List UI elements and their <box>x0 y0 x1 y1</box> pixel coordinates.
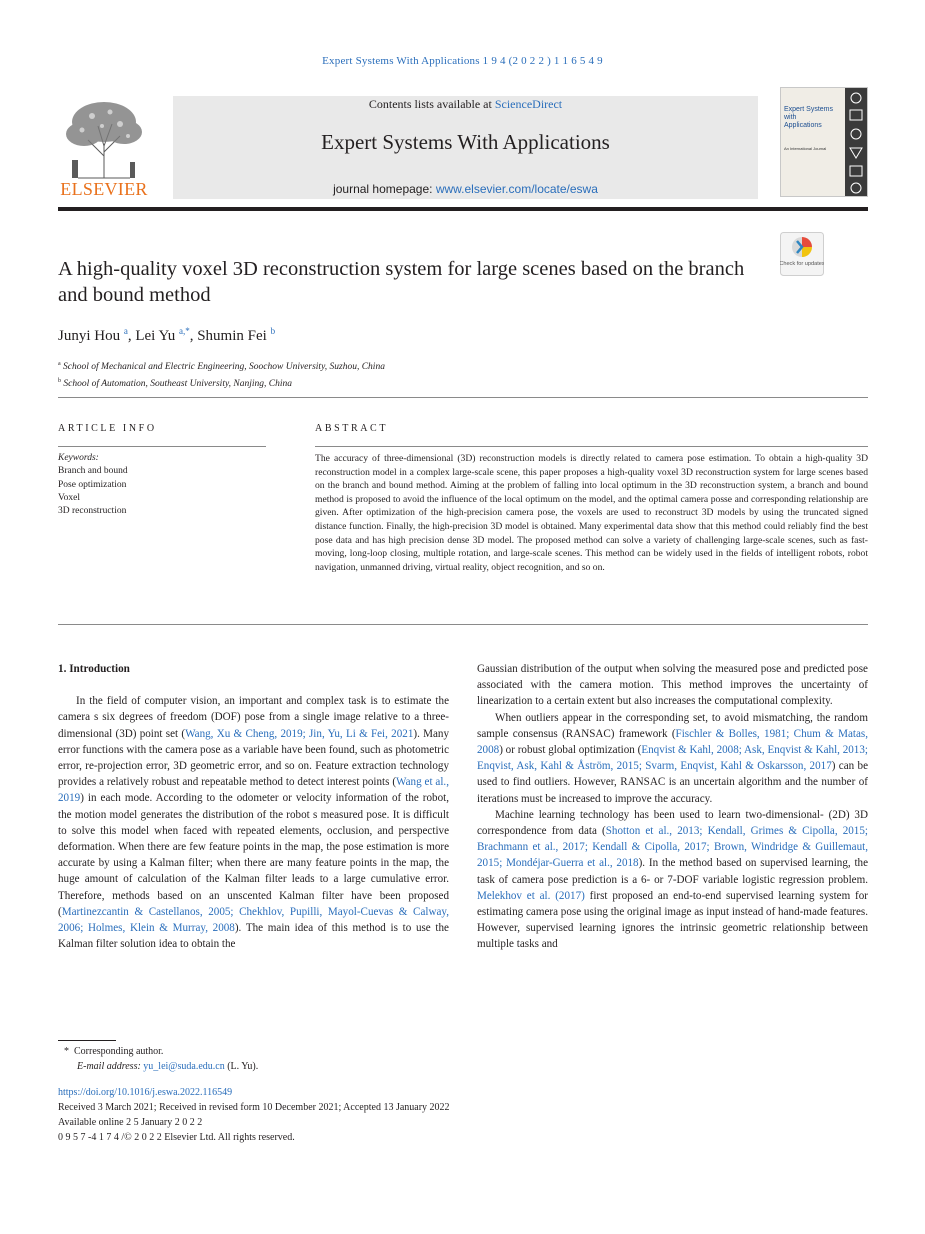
affiliation-item <box>58 358 385 375</box>
paragraph-text: In the field of computer vision, an important and complex task is to estimate the camera s six degrees of freedom (DOF) pose from a single image relative to a three-dimensional (3D) point set ( <box>58 695 449 740</box>
crossmark-icon <box>780 232 824 276</box>
cover-subtitle: An International Journal <box>784 146 827 151</box>
corresponding-label: Corresponding author. <box>74 1046 164 1057</box>
keywords-block <box>58 452 128 518</box>
author-name: Junyi Hou <box>58 328 121 344</box>
journal-name[interactable]: Expert Systems With Applications <box>321 130 610 154</box>
email-line <box>64 1059 258 1074</box>
citation-link[interactable]: Melekhov et al. (2017) <box>477 889 585 902</box>
received-dates: Received 3 March 2021; Received in revised form 10 December 2021; Accepted 13 January 2022 <box>58 1102 450 1113</box>
body-paragraph <box>477 710 868 807</box>
body-column-left <box>58 661 449 952</box>
affiliation-item <box>58 375 385 392</box>
abstract-heading: ABSTRACT <box>315 423 389 434</box>
abstract-text: The accuracy of three-dimensional (3D) reconstruction models is directly related to camera pose estimation. To obtain a high-quality 3D reconstruction model in a complex large-scale scene, this paper proposes a high-quality voxel 3D reconstruction system for large scenes based on the branch and bound method. Aiming at the problem of falling into local optimum in the 3D reconstruction system, a branch and bound method is proposed to avoid the influence of the local optimum on the model, and the optimal camera posse and corresponding relationship are given. After optimization of the high-precision camera pose, the voxels are used to reconstruct 3D models by using the truncated signed distance function. Finally, the high-precision 3D model is obtained. Many experimental data show that this method could reliably find the best pose data and has high precision dense 3D model. The proposed method can solve a variety of challenging large-scale scenes, such as fast-moving, long-loop closing, multiple rotation, and large-scale scenes. This method can be widely used in the fields of intelligent robots, robot navigation, unmanned driving, virtual reality, object recognition, and so on. <box>315 453 868 573</box>
keyword-item: Pose optimization <box>58 479 127 490</box>
contents-prefix: Contents lists available at <box>368 97 495 111</box>
author-affiliation-mark[interactable]: a,* <box>178 326 190 336</box>
author-affiliation-mark[interactable]: b <box>270 326 276 336</box>
keyword-item: Branch and bound <box>58 466 128 477</box>
footnote-divider <box>58 1040 116 1041</box>
paper-title: A high-quality voxel 3D reconstruction system for large scenes based on the branch and bound method <box>58 258 745 306</box>
author-affiliation-mark[interactable]: a <box>123 326 128 336</box>
crossmark-label: Check for updates <box>780 261 824 267</box>
footnote-line <box>64 1044 258 1059</box>
check-for-updates-badge[interactable] <box>780 232 824 276</box>
keyword-item: 3D reconstruction <box>58 506 127 517</box>
body-column-right <box>477 661 868 953</box>
homepage-prefix: journal homepage: <box>333 182 436 196</box>
affiliation-mark: b <box>58 377 61 384</box>
cover-title: Expert Systems with Applications <box>784 106 834 129</box>
masthead-divider <box>58 207 868 211</box>
author-list: Junyi Hou $^a$, Lei Yu $^{a,*}$, Shumin Fei $^b$ <box>58 326 276 344</box>
affiliation-text: School of Automation, Southeast University, Nanjing, China <box>63 378 292 389</box>
sciencedirect-link[interactable]: ScienceDirect <box>494 97 563 111</box>
journal-citation[interactable]: Expert Systems With Applications 1 9 4 (2 0 2 2 ) 1 1 6 5 4 9 <box>322 55 603 67</box>
author-name: Lei Yu <box>135 328 176 344</box>
keywords-label: Keywords: <box>58 453 99 463</box>
title-divider <box>58 397 868 398</box>
abstract-divider <box>315 446 868 447</box>
email-link[interactable]: yu_lei@suda.edu.cn <box>143 1061 225 1072</box>
author-name: Shumin Fei <box>197 328 267 344</box>
paragraph-text: When outliers appear in the corresponding set, to avoid mismatching, the random sample consensus (RANSAC) framework ( <box>477 711 868 740</box>
paragraph-text: ) in each mode. According to the odometer or velocity information of the robot, the motion model generates the distribution of the robot s measured pose. It is difficult to solve this model when faced with repeated elements, occlusion, and perspective deformation. When there are few feature points in the map, the pose estimation is more accurate by using a Kalman filter; when there are many feature points in the map, the huge amount of calculation of the Kalman filter leads to a large cumulative error. Therefore, methods based on an unscented Kalman filter have been proposed ( <box>58 792 449 918</box>
elsevier-tree-icon <box>58 96 150 180</box>
email-label: E-mail address: <box>77 1061 144 1072</box>
citation-link[interactable]: Fischler & Bolles, 1981; Chum & Matas, 2008 <box>477 727 868 757</box>
citation-link[interactable]: Wang et al., 2019 <box>58 776 449 805</box>
section-heading: 1. Introduction <box>58 663 130 675</box>
paragraph-text: first proposed an end-to-end supervised learning system for estimating camera pose using the original image as input instead of hand-made features. However, supervised learning ignores the intrinsic geometric relationship between multiple tasks and <box>477 889 868 951</box>
publication-info <box>58 1085 450 1145</box>
article-info-heading: ARTICLE INFO <box>58 423 157 434</box>
paragraph-text: Machine learning technology has been used to learn two-dimensional- (2D) 3D correspondence from data ( <box>477 808 868 838</box>
paragraph-text: ). Many error functions with the camera pose as a variable have been found, such as photometric error, re-projection error, 3D geometric error, and so on. Feature extraction technology provides a relatively robust and repeatable method to detect interest points ( <box>58 727 449 789</box>
cover-icon-strip <box>845 88 867 197</box>
contents-line <box>173 97 758 112</box>
body-paragraph <box>58 693 449 952</box>
homepage-line <box>173 182 758 196</box>
paragraph-text: ) or robust global optimization ( <box>499 744 642 757</box>
elsevier-logo[interactable] <box>58 96 150 200</box>
citation-link[interactable]: Wang, Xu & Cheng, 2019; Jin, Yu, Li & Fei, 2021 <box>185 727 414 740</box>
citation-link[interactable]: Shotton et al., 2013; Kendall, Grimes & Cipolla, 2015; Brachmann et al., 2017; Kendall & Cipolla, 2017; Brown, Windridge & Guillemaut, 2015; Mondéjar-Guerra et al., 2018 <box>477 825 868 870</box>
body-paragraph <box>477 807 868 953</box>
email-suffix: (L. Yu). <box>224 1061 259 1072</box>
citation-link[interactable]: Enqvist & Kahl, 2008; Ask, Enqvist & Kahl, 2013; Enqvist, Ask, Kahl & Åström, 2015; Svarm, Enqvist, Kahl & Oskarsson, 2017 <box>477 744 868 773</box>
keyword-item: Voxel <box>58 492 80 503</box>
journal-cover-thumbnail[interactable] <box>780 87 868 197</box>
footnote-mark: * <box>64 1046 69 1057</box>
corresponding-author-footnote <box>64 1044 258 1074</box>
body-paragraph: Gaussian distribution of the output when solving the measured pose and predicted pose associated with the camera motion. This method improves the uncertainty of linearization to a certain extent but also increases the computational complexity. <box>477 663 868 708</box>
publisher-name: ELSEVIER <box>60 179 148 199</box>
paragraph-text: ) can be used to find outliers. However, RANSAC is an uncertain algorithm and the number of iterations must be increased to improve the accuracy. <box>477 760 868 805</box>
affiliations <box>58 358 385 391</box>
doi-link[interactable]: https://doi.org/10.1016/j.eswa.2022.116549 <box>58 1087 233 1098</box>
online-date: Available online 2 5 January 2 0 2 2 <box>58 1117 203 1128</box>
homepage-link[interactable]: www.elsevier.com/locate/eswa <box>435 182 598 196</box>
citation-link[interactable]: Martinezcantin & Castellanos, 2005; Chekhlov, Pupilli, Mayol-Cuevas & Calway, 2006; Holmes, Klein & Murray, 2008 <box>58 905 449 935</box>
article-info-divider <box>58 446 266 447</box>
cover-icons <box>845 88 867 197</box>
abstract-end-divider <box>58 624 868 625</box>
journal-band <box>173 96 758 199</box>
affiliation-mark: a <box>58 361 61 367</box>
copyright-line: 0 9 5 7 -4 1 7 4 /© 2 0 2 2 Elsevier Ltd. All rights reserved. <box>58 1132 295 1143</box>
affiliation-text: School of Mechanical and Electric Engineering, Soochow University, Suzhou, China <box>63 362 385 373</box>
paragraph-text: ). The main idea of this method is to use the Kalman filter solution idea to obtain the <box>58 922 449 951</box>
paragraph-text: ). In the method based on supervised learning, the task of camera pose prediction is a 6- or 7-DOF variable logistic regression problem. <box>477 857 868 886</box>
